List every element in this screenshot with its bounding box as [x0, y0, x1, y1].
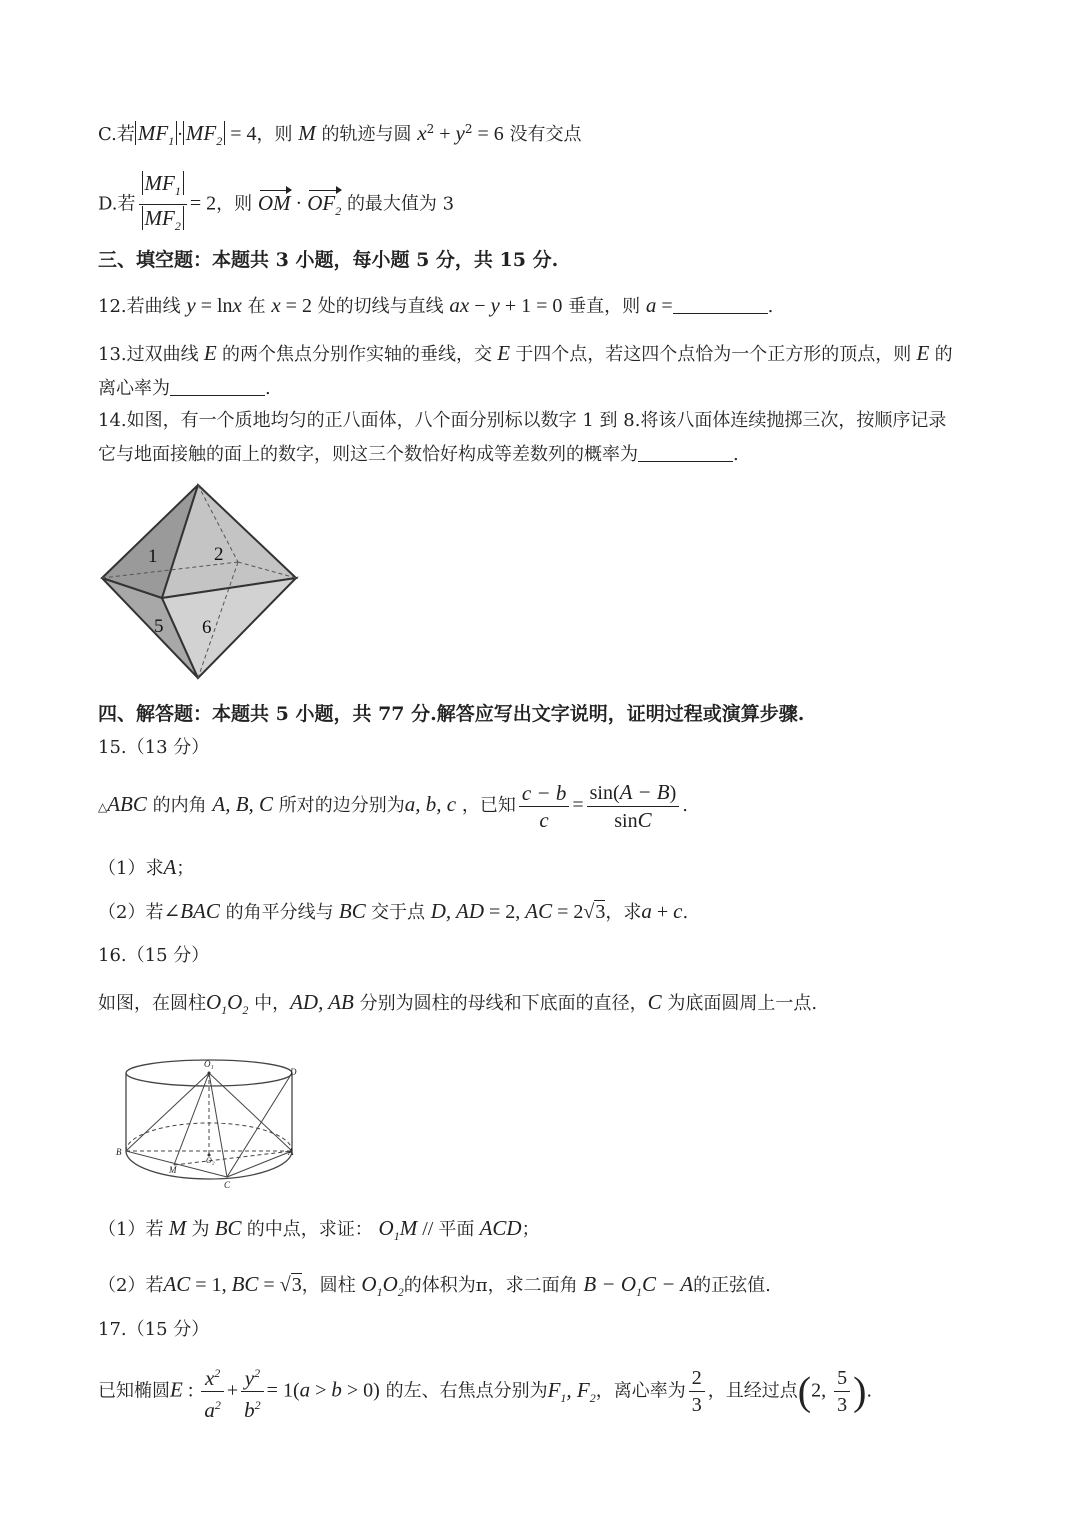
q17-header: 17.（15 分） — [98, 1319, 210, 1340]
answer-blank[interactable] — [673, 295, 768, 314]
option-c: C.若 $MF_1 \cdot MF_2 = 4$，则 M 的轨迹与圆 $x^2 + y^2 = 6$ 没有交点 — [98, 121, 582, 149]
q15-intro-b: 所对的边分别为 — [278, 795, 405, 816]
q12-tangent: 处的切线与直线 — [317, 296, 444, 317]
question-13: 13.过双曲线 E 的两个焦点分别作实轴的垂线，交 E 于四个点，若这四个点恰为一个正方形的顶点，则 E 的 离心率为 . — [98, 341, 953, 399]
q16-part2d: 的正弦值. — [693, 1275, 771, 1296]
face-label: 5 — [154, 616, 164, 637]
cylinder-figure — [112, 1055, 308, 1191]
option-d-then: ，则 — [216, 193, 253, 215]
q12-prefix: 12.若曲线 — [98, 296, 181, 317]
q15-intro-c: ，已知 — [461, 795, 516, 816]
q12-at: 在 — [247, 296, 266, 317]
question-14 — [98, 404, 946, 472]
q15-part2a: （2）若 — [98, 902, 164, 923]
q17-intro-d: ，且经过点 — [707, 1380, 798, 1402]
q15-part1b: ； — [176, 858, 195, 879]
option-d-prefix: D.若 — [98, 193, 136, 215]
q15-intro: △ABC 的内角 A, B, C 所对的边分别为a, b, c ，已知 $\frac{c - b}{c}$ = $\frac{\sin(A - B)}{\sin C}$ . — [98, 779, 688, 832]
q15-part1a: （1）求 — [98, 858, 164, 879]
point-label: O₁ — [204, 1059, 214, 1069]
option-c-then: ，则 — [256, 124, 293, 145]
q16-part2a: （2）若 — [98, 1275, 164, 1296]
q15-intro-a: 的内角 — [152, 795, 207, 816]
point-label: D — [290, 1067, 297, 1077]
face-label: 6 — [202, 617, 212, 638]
point-label: B — [116, 1147, 122, 1157]
q15-part2d: ，求 — [605, 902, 642, 923]
q15-part2b: 的角平分线与 — [225, 902, 334, 923]
q13-line1d: 的 — [934, 344, 953, 365]
q16-header: 16.（15 分） — [98, 945, 210, 966]
q14-line1: 14.如图，有一个质地均匀的正八面体，八个面分别标以数字 1 到 8.将该八面体连续抛掷三次，按顺序记录 — [98, 410, 947, 431]
q13-line2b: . — [265, 378, 271, 399]
q16-part1e: ； — [521, 1219, 540, 1240]
point-label: A — [288, 1147, 294, 1157]
point-label: M — [169, 1165, 177, 1175]
q16-part2: （2）若AC = 1, BC = √3，圆柱 $O_1O_2$的体积为π，求二面角 $B - O_1C - A$的正弦值. — [98, 1272, 771, 1300]
option-c-mid: 的轨迹与圆 — [321, 124, 412, 145]
option-d-end: 的最大值为 3 — [346, 193, 455, 215]
point-label: O₂ — [206, 1156, 215, 1165]
q16-intro: 如图，在圆柱$O_1O_2$ 中，AD, AB 分别为圆柱的母线和下底面的直径，C 为底面圆周上一点. — [98, 990, 818, 1018]
section-4-heading: 四、解答题：本题共 5 小题，共 77 分.解答应写出文字说明，证明过程或演算步骤. — [98, 703, 805, 725]
answer-blank[interactable] — [170, 377, 265, 396]
q16-part1: （1）若 M 为 BC 的中点，求证： $O_1M$ // 平面 ACD； — [98, 1216, 540, 1244]
answer-blank[interactable] — [638, 443, 733, 462]
q15-part2: （2）若∠BAC 的角平分线与 BC 交于点 D, AD = 2, AC = 2√3，求a + c. — [98, 899, 689, 923]
section-3-heading: 三、填空题：本题共 3 小题，每小题 5 分，共 15 分. — [98, 249, 559, 271]
q15-part1: （1）求A； — [98, 855, 195, 879]
q15-part2e: . — [682, 902, 689, 923]
q13-line1a: 13.过双曲线 — [98, 344, 199, 365]
q16-part1c: 的中点，求证： — [246, 1219, 373, 1240]
q14-line2b: . — [733, 444, 739, 465]
option-c-prefix: C.若 — [98, 124, 135, 145]
q13-line2a: 离心率为 — [98, 378, 170, 399]
q16-part1d: 平面 — [438, 1219, 475, 1240]
q17-intro-c: ，离心率为 — [595, 1380, 686, 1402]
octahedron-figure — [98, 480, 304, 682]
option-d: D.若 $\frac{MF_1}{MF_2}$ = 2，则 OM · $OF_2$ 的最大值为 3 — [98, 171, 455, 234]
q12-perp: 垂直，则 — [568, 296, 641, 317]
point-label: C — [224, 1180, 231, 1190]
q13-line1c: 于四个点，若这四个点恰为一个正方形的顶点，则 — [515, 344, 912, 365]
option-c-end: 没有交点 — [509, 124, 582, 145]
q16-part2b: ，圆柱 — [301, 1275, 356, 1296]
q16-intro-c: 分别为圆柱的母线和下底面的直径， — [359, 993, 648, 1014]
face-label: 2 — [214, 544, 224, 565]
face-label: 1 — [148, 546, 158, 567]
q12-period: . — [767, 296, 774, 317]
q13-line1b: 的两个焦点分别作实轴的垂线，交 — [221, 344, 492, 365]
q14-line2a: 它与地面接触的面上的数字，则这三个数恰好构成等差数列的概率为 — [98, 444, 638, 465]
q17-intro-a: 已知椭圆 — [98, 1380, 170, 1402]
q16-part1b: 为 — [191, 1219, 210, 1240]
q15-header: 15.（13 分） — [98, 737, 210, 758]
q17-intro-b: 的左、右焦点分别为 — [385, 1380, 548, 1402]
q16-intro-d: 为底面圆周上一点. — [667, 993, 818, 1014]
q15-part2c: 交于点 — [370, 902, 425, 923]
q16-part2c: 的体积为π，求二面角 — [403, 1275, 578, 1296]
q16-intro-b: 中， — [254, 993, 291, 1014]
question-12: 12.若曲线 y = lnx 在 x = 2 处的切线与直线 ax − y + 1 = 0 垂直，则 a = . — [98, 293, 774, 317]
q17-intro: 已知椭圆E : $\frac{x^2}{a^2}$ + $\frac{y^2}{b^2}$ = 1(a > b > 0) 的左、右焦点分别为$F_1$, $F_2$，离心率为 $\frac{2}{3}$ ，且经过点(2, $\frac{5}{3}$ ). — [98, 1360, 872, 1426]
q16-part1a: （1）若 — [98, 1219, 164, 1240]
q16-intro-a: 如图，在圆柱 — [98, 993, 206, 1014]
